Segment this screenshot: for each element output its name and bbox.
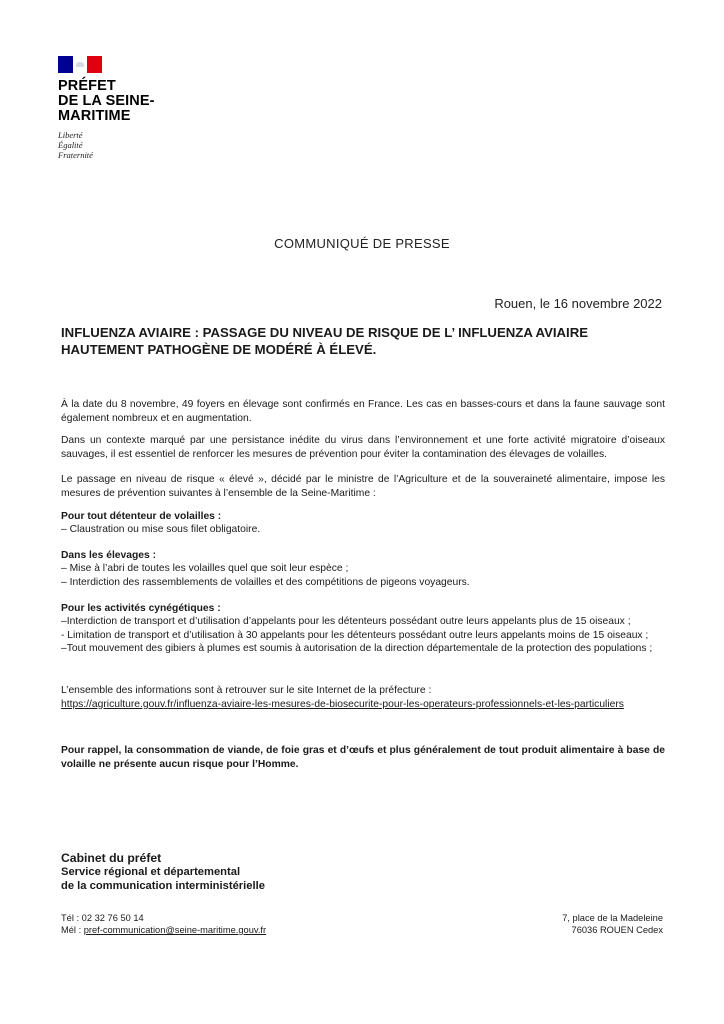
phone-line [61,912,266,924]
signature-line: Service régional et départemental [61,866,241,878]
section-heading: Dans les élevages : [61,549,157,561]
list-item: –Tout mouvement des gibiers à plumes est soumis à autorisation de la direction départementale de la protection des populations ; [61,643,653,655]
signature-line: Cabinet du préfet [61,851,162,865]
list-item: - Limitation de transport et d’utilisation à 30 appelants pour les détenteurs possédant outre leurs appelants moins de 15 oiseaux ; [61,629,649,641]
logo-title-line: DE LA SEINE- [58,93,155,109]
motto-line: Liberté [58,130,83,140]
list-item: – Interdiction des rassemblements de volailles et des compétitions de pigeons voyageurs. [61,576,470,588]
motto-line: Fraternité [58,150,93,160]
logo-title-line: MARITIME [58,108,131,124]
document-date: Rouen, le 16 novembre 2022 [494,296,662,311]
paragraph: À la date du 8 novembre, 49 foyers en élevage sont confirmés en France. Les cas en basses-cours et dans la faune sauvage sont également nombreux et en augmentation. [61,399,665,424]
document-body [61,398,665,771]
signature-block [61,851,265,893]
phone-label: Tél : [61,913,82,923]
address-line: 76036 ROUEN Cedex [571,925,663,935]
email-label: Mél : [61,925,84,935]
section-heading: Pour tout détenteur de volailles : [61,510,222,522]
list-item: – Mise à l’abri de toutes les volailles quel que soit leur espèce ; [61,563,349,575]
section-heading: Pour les activités cynégétiques : [61,602,221,614]
signature-line: de la communication interministérielle [61,879,265,892]
logo-title [58,79,155,124]
document-type: COMMUNIQUÉ DE PRESSE [274,236,450,251]
headline: INFLUENZA AVIAIRE : PASSAGE DU NIVEAU DE RISQUE DE L’ INFLUENZA AVIAIRE HAUTEMENT PATHOGÈNE DE MODÉRÉ À ÉLEVÉ. [61,325,589,357]
footer-address [562,912,663,936]
republic-motto [58,130,155,160]
phone-number: 02 32 76 50 14 [81,913,144,923]
address-line: 7, place de la Madeleine [562,913,663,923]
motto-line: Égalité [58,140,83,150]
logo-title-line: PRÉFET [58,78,116,94]
paragraph: Dans un contexte marqué par une persistance inédite du virus dans l’environnement et une forte activité migratoire d’oiseaux sauvages, il est essentiel de renforcer les mesures de prévention pour éviter la contamination des élevages de volailles. [61,435,665,460]
marianne-flag-icon [58,56,102,73]
prefecture-info-link[interactable]: https://agriculture.gouv.fr/influenza-aviaire-les-mesures-de-biosecurite-pour-les-operateurs-professionnels-et-les-particuliers [61,698,624,710]
email-link[interactable]: pref-communication@seine-maritime.gouv.fr [83,925,267,935]
list-item: – Claustration ou mise sous filet obligatoire. [61,524,261,536]
prefecture-logo [58,56,155,160]
paragraph: Le passage en niveau de risque « élevé », décidé par le ministre de l’Agriculture et de la souveraineté alimentaire, impose les mesures de prévention suivantes à l’ensemble de la Seine-Maritime : [61,474,665,499]
reminder-note: Pour rappel, la consommation de viande, de foie gras et d’œufs et plus généralement de tout produit alimentaire à base de volaille ne présente aucun risque pour l’Homme. [61,745,665,770]
info-text: L’ensemble des informations sont à retrouver sur le site Internet de la préfecture : [61,684,432,696]
list-item: –Interdiction de transport et d’utilisation d’appelants pour les détenteurs possédant outre leurs appelants plus de 15 oiseaux ; [61,616,631,628]
footer-contacts [61,912,266,936]
email-line [61,924,266,936]
